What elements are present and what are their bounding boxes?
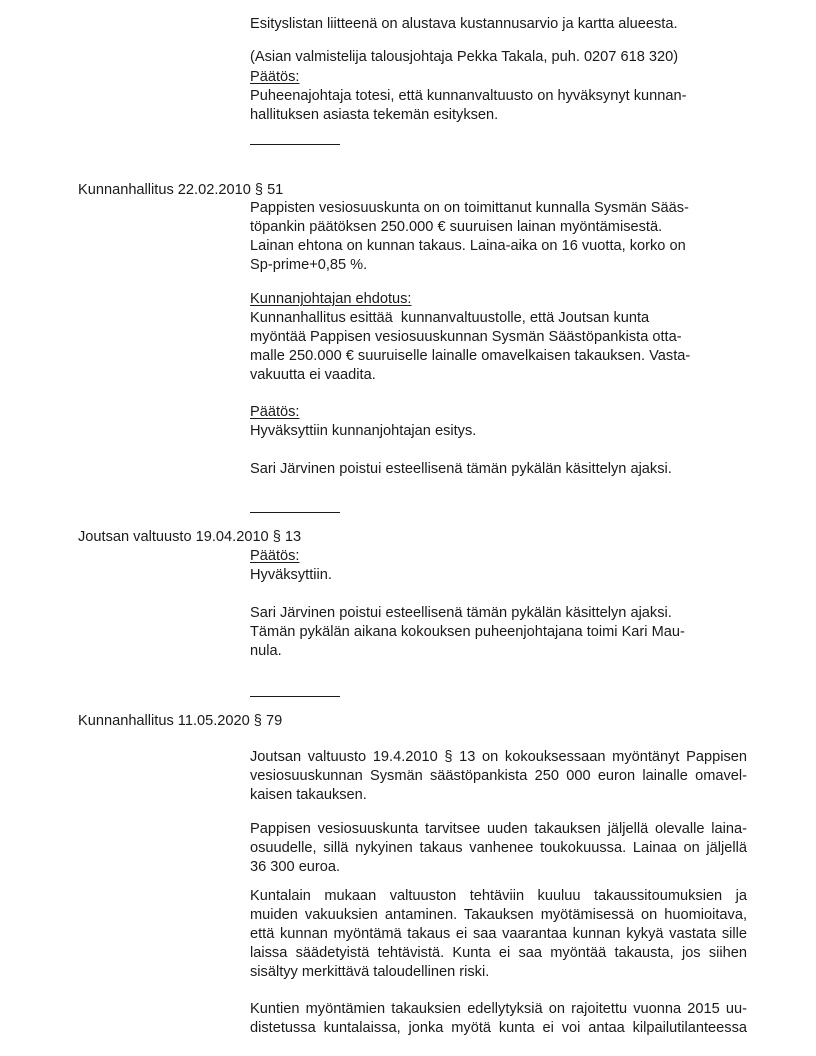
text-line: laissa säädetyistä tehtävistä. Kunta ei saa myöntää takausta, jos siihen <box>250 945 747 961</box>
section-heading: Kunnanhallitus 22.02.2010 § 51 <box>78 182 284 198</box>
text-line: distetussa kuntalaissa, jonka myötä kunta ei voi antaa kilpailutilanteessa <box>250 1020 747 1036</box>
text-line: kaisen takauksen. <box>250 787 367 803</box>
paragraph <box>250 566 332 585</box>
text-line: 36 300 euroa. <box>250 859 341 875</box>
text-line: Hyväksyttiin kunnanjohtajan esitys. <box>250 423 477 439</box>
paragraph <box>250 199 689 275</box>
text-line: (Asian valmistelija talousjohtaja Pekka Takala, puh. 0207 618 320) <box>250 49 679 65</box>
paragraph <box>250 460 672 479</box>
text-line: töpankin päätöksen 250.000 € suuruisen lainan myöntämisestä. <box>250 219 663 235</box>
text-line: Joutsan valtuusto 19.4.2010 § 13 on kokouksessaan myöntänyt Pappisen <box>250 749 747 765</box>
paragraph <box>250 820 747 877</box>
text-line: osuudelle, sillä nykyinen takaus vanhenee toukokuussa. Lainaa on jäljellä <box>250 840 747 856</box>
text-line: hallituksen asiasta tekemän esityksen. <box>250 107 499 123</box>
paragraph <box>250 87 687 125</box>
paragraph <box>250 604 685 661</box>
text-line: että kunnan myöntämä takaus ei saa vaarantaa kunnan kykyä vastata sille <box>250 926 747 942</box>
text-line: malle 250.000 € suuruiselle lainalle omavelkaisen takauksen. Vasta- <box>250 348 691 364</box>
text-line: Kuntien myöntämien takauksien edellytyksiä on rajoitettu vuonna 2015 uu- <box>250 1001 747 1017</box>
underlined-label: Päätös: <box>250 404 300 420</box>
text-line: vesiosuuskunnan Sysmän säästöpankista 250 000 euron lainalle omavel- <box>250 768 747 784</box>
text-line: muiden vakuuksien antaminen. Takauksen myötämisessä on huomioitava, <box>250 907 747 923</box>
text-line: Esityslistan liitteenä on alustava kustannusarvio ja kartta alueesta. <box>250 16 678 32</box>
text-line: Pappisen vesiosuuskunta tarvitsee uuden takauksen jäljellä olevalle laina- <box>250 821 747 837</box>
text-line: Sp-prime+0,85 %. <box>250 257 368 273</box>
underlined-label: Päätös: <box>250 548 300 564</box>
text-line: Pappisten vesiosuuskunta on on toimittanut kunnalla Sysmän Sääs- <box>250 200 689 216</box>
paragraph <box>250 15 678 34</box>
text-line: Sari Järvinen poistui esteellisenä tämän pykälän käsittelyn ajaksi. <box>250 605 672 621</box>
paragraph <box>250 1000 747 1038</box>
text-line: Hyväksyttiin. <box>250 567 332 583</box>
text-line: Puheenajohtaja totesi, että kunnanvaltuusto on hyväksynyt kunnan- <box>250 88 687 104</box>
divider-line <box>250 512 340 513</box>
text-line: Lainan ehtona on kunnan takaus. Laina-aika on 16 vuotta, korko on <box>250 238 686 254</box>
text-line: Tämän pykälän aikana kokouksen puheenjohtajana toimi Kari Mau- <box>250 624 685 640</box>
text-line: nula. <box>250 643 282 659</box>
divider-line <box>250 696 340 697</box>
underlined-label: Kunnanjohtajan ehdotus: <box>250 291 412 307</box>
text-line: sisältyy merkittävä taloudellinen riski. <box>250 964 490 980</box>
paragraph <box>250 48 678 67</box>
paragraph <box>250 887 747 982</box>
section-heading: Joutsan valtuusto 19.04.2010 § 13 <box>78 529 302 545</box>
text-line: Kuntalain mukaan valtuuston tehtäviin kuuluu takaussitoumuksien ja <box>250 888 747 904</box>
text-line: Kunnanhallitus esittää kunnanvaltuustolle, että Joutsan kunta <box>250 310 650 326</box>
paragraph <box>250 309 690 385</box>
section-heading: Kunnanhallitus 11.05.2020 § 79 <box>78 713 283 729</box>
divider-line <box>250 144 340 145</box>
underlined-label: Päätös: <box>250 69 300 85</box>
text-line: Sari Järvinen poistui esteellisenä tämän pykälän käsittelyn ajaksi. <box>250 461 672 477</box>
text-line: myöntää Pappisen vesiosuuskunnan Sysmän Säästöpankista otta- <box>250 329 682 345</box>
paragraph <box>250 748 747 805</box>
text-line: vakuutta ei vaadita. <box>250 367 376 383</box>
paragraph <box>250 422 476 441</box>
